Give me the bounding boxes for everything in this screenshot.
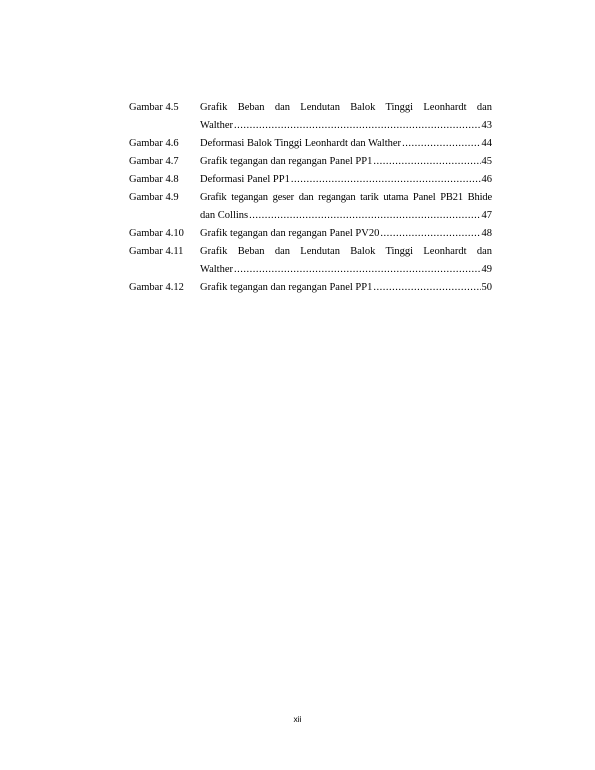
dot-leader <box>373 279 480 297</box>
entry-title-line-2 <box>200 117 492 135</box>
page-number: 48 <box>481 228 492 239</box>
entry-title: Grafik tegangan dan regangan Panel PP1 <box>200 156 373 167</box>
page-number: 43 <box>481 120 492 131</box>
figure-label: Gambar 4.5 <box>129 102 179 113</box>
entry-title-line-1 <box>200 279 492 297</box>
entry-body <box>200 153 492 171</box>
page-number: 47 <box>481 210 492 221</box>
toc-entry-4-7 <box>129 153 492 171</box>
page-number: 45 <box>481 156 492 167</box>
entry-body <box>200 135 492 153</box>
entry-body <box>200 243 492 279</box>
entry-title-line-2 <box>200 207 492 225</box>
entry-title-line-1 <box>200 225 492 243</box>
page-number: 49 <box>481 264 492 275</box>
entry-body <box>200 99 492 135</box>
entry-title-continuation: Walther <box>200 264 233 275</box>
page-number: 50 <box>481 282 492 293</box>
entry-body <box>200 225 492 243</box>
entry-title-line-1: Grafik Beban dan Lendutan Balok Tinggi Leonhardt dan <box>200 102 492 113</box>
figure-label: Gambar 4.8 <box>129 174 179 185</box>
toc-entry-4-5 <box>129 99 492 135</box>
toc-entry-4-12 <box>129 279 492 297</box>
entry-title-line-2 <box>200 261 492 279</box>
toc-entry-4-8 <box>129 171 492 189</box>
page-number: 46 <box>481 174 492 185</box>
dot-leader <box>291 171 481 189</box>
toc-entry-4-10 <box>129 225 492 243</box>
dot-leader <box>234 117 481 135</box>
toc-entry-4-9 <box>129 189 492 225</box>
dot-leader <box>402 135 480 153</box>
figure-label: Gambar 4.9 <box>129 192 179 203</box>
entry-title-continuation: Walther <box>200 120 233 131</box>
entry-body <box>200 189 492 225</box>
figure-label: Gambar 4.7 <box>129 156 179 167</box>
entry-body <box>200 171 492 189</box>
figure-label: Gambar 4.6 <box>129 138 179 149</box>
entry-title-line-1 <box>200 153 492 171</box>
entry-title-line-1: Grafik tegangan geser dan regangan tarik utama Panel PB21 Bhide <box>200 192 492 203</box>
dot-leader <box>234 261 481 279</box>
toc-entry-4-6 <box>129 135 492 153</box>
page-footer-number: xii <box>293 714 302 724</box>
entry-title: Deformasi Panel PP1 <box>200 174 290 185</box>
entry-title: Deformasi Balok Tinggi Leonhardt dan Walther <box>200 138 402 149</box>
figure-label: Gambar 4.11 <box>129 246 184 257</box>
entry-title: Grafik tegangan dan regangan Panel PP1 <box>200 282 373 293</box>
figure-label: Gambar 4.12 <box>129 282 184 293</box>
dot-leader <box>373 153 480 171</box>
entry-title-continuation: dan Collins <box>200 210 249 221</box>
page-number: 44 <box>481 138 492 149</box>
dot-leader <box>249 207 480 225</box>
entry-title: Grafik tegangan dan regangan Panel PV20 <box>200 228 380 239</box>
list-of-figures <box>129 99 492 297</box>
figure-label: Gambar 4.10 <box>129 228 184 239</box>
entry-body <box>200 279 492 297</box>
entry-title-line-1: Grafik Beban dan Lendutan Balok Tinggi Leonhardt dan <box>200 246 492 257</box>
dot-leader <box>380 225 480 243</box>
entry-title-line-1 <box>200 135 492 153</box>
entry-title-line-1 <box>200 171 492 189</box>
toc-entry-4-11 <box>129 243 492 279</box>
